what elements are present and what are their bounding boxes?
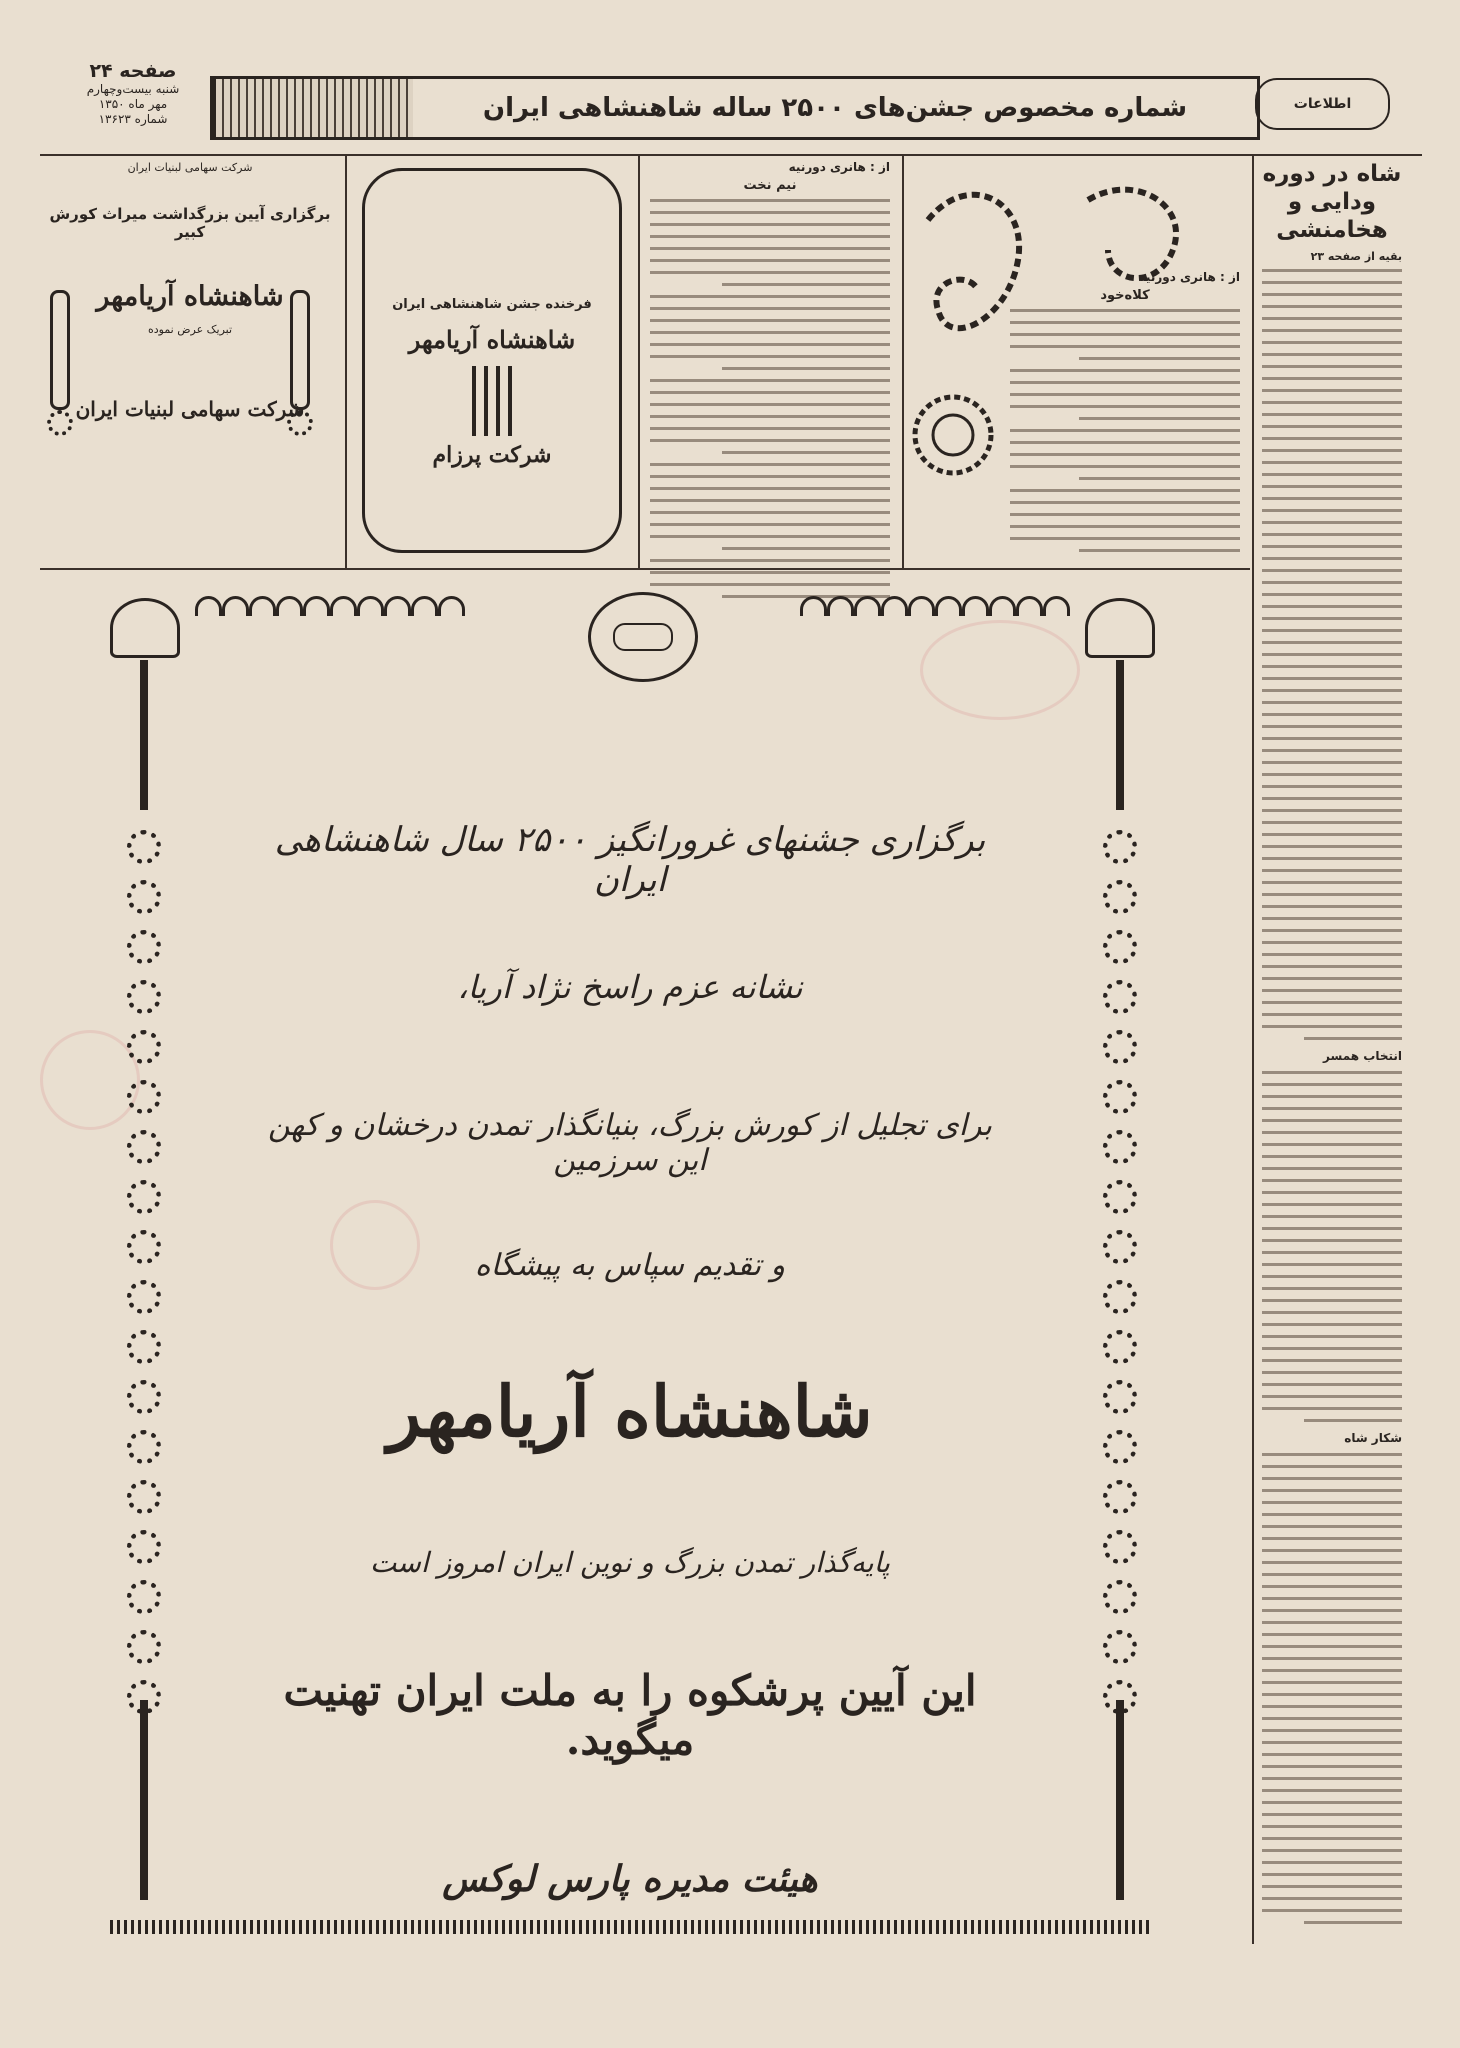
bottom-border (110, 1920, 1150, 1934)
flower-ornament (127, 1030, 161, 1064)
main-ad-line-7: این آیین پرشکوه را به ملت ایران تهنیت میگوید. (283, 1666, 977, 1764)
main-ad-line-1: برگزاری جشنهای غرورانگیز ۲۵۰۰ سال شاهنشاهی ایران (274, 820, 986, 900)
flower-ornament (47, 410, 73, 436)
palmette-ornament (110, 598, 180, 658)
flower-ornament (1103, 1480, 1137, 1514)
bleed-through (920, 620, 1080, 720)
ad-line: فرخنده جشن شاهنشاهی ایران (392, 297, 592, 312)
flower-ornament (127, 1680, 161, 1714)
flower-ornament (1103, 1580, 1137, 1614)
ad-company: شرکت سهامی لبنیات ایران (75, 397, 305, 421)
flower-ornament (1103, 1630, 1137, 1664)
page-month: مهر ماه ۱۳۵۰ (98, 97, 168, 111)
headline: نیم نخت (743, 178, 797, 193)
right-column-article (1262, 160, 1402, 1933)
newspaper-logo: اطلاعات (1255, 78, 1390, 130)
persepolis-illustration (213, 79, 413, 137)
flower-ornament (1103, 1430, 1137, 1464)
pillar-ornament (50, 290, 70, 410)
vine-stem (1116, 1700, 1124, 1900)
column-illustration (472, 366, 512, 436)
flower-ornament (1103, 1230, 1137, 1264)
flower-ornament (127, 1180, 161, 1214)
flower-ornament (1103, 1130, 1137, 1164)
ad-name: شاهنشاه آریامهر (96, 281, 284, 312)
flower-ornament (1103, 1330, 1137, 1364)
flower-ornament (1103, 930, 1137, 964)
flower-ornament (127, 1080, 161, 1114)
ad-divider (345, 154, 347, 568)
flower-ornament (127, 1230, 161, 1264)
vine-stem (140, 660, 148, 810)
page-number: صفحه ۲۴ (89, 60, 177, 82)
headline: کلاه‌خود (1100, 288, 1150, 303)
special-issue-banner (210, 76, 1260, 140)
flower-ornament (1103, 980, 1137, 1014)
page-meta (68, 60, 198, 127)
flower-ornament (127, 1630, 161, 1664)
article-body (650, 199, 890, 598)
main-ad-line-6: پایه‌گذار تمدن بزرگ و نوین ایران امروز است (369, 1546, 891, 1579)
scallop-border-left (195, 596, 465, 616)
ad-parzam (362, 168, 622, 553)
vine-stem (140, 1700, 148, 1900)
flower-ornament (1103, 1180, 1137, 1214)
royal-crest-icon (588, 592, 698, 682)
ad-line: تبریک عرض نموده (147, 323, 233, 336)
main-ad-line-3: برای تجلیل از کورش بزرگ، بنیانگذار تمدن درخشان و کهن این سرزمین (268, 1108, 992, 1178)
helmet-illustration (908, 170, 1208, 500)
page-day: شنبه بیست‌وچهارم (86, 82, 180, 96)
masthead-rule (40, 154, 1422, 156)
right-column-rule (1252, 154, 1254, 1944)
flower-ornament (127, 930, 161, 964)
palmette-ornament (1085, 598, 1155, 658)
flower-ornament (1103, 1680, 1137, 1714)
flower-ornament (127, 1280, 161, 1314)
ad-name: شاهنشاه آریامهر (408, 325, 576, 354)
bleed-through (40, 1030, 140, 1130)
main-ad-name: شاهنشاه آریامهر (387, 1370, 873, 1453)
flower-ornament (1103, 1380, 1137, 1414)
ad-line: برگزاری آیین بزرگداشت میراث کورش کبیر (49, 205, 331, 241)
article-nim-takht (650, 160, 890, 607)
section-rule (40, 568, 1250, 570)
vine-stem (1116, 660, 1124, 810)
subheading: انتخاب همسر (1323, 1049, 1402, 1063)
flower-ornament (1103, 1080, 1137, 1114)
continued-note: بقیه از صفحه ۲۳ (1310, 250, 1402, 263)
flower-ornament (1103, 880, 1137, 914)
flower-ornament (127, 1430, 161, 1464)
byline: از : هانری دورنیه (1138, 270, 1240, 284)
main-ad-line-2: نشانه عزم راسخ نژاد آریا، (457, 968, 803, 1006)
flower-ornament (287, 410, 313, 436)
article-divider (902, 154, 904, 568)
flower-ornament (127, 1380, 161, 1414)
ad-intro: شرکت سهامی لبنیات ایران (127, 161, 253, 174)
main-ad-signature: هیئت مدیره پارس لوکس (442, 1858, 818, 1900)
flower-ornament (1103, 830, 1137, 864)
article-divider (638, 154, 640, 568)
subheading: شکار شاه (1344, 1431, 1402, 1445)
flower-ornament (127, 880, 161, 914)
main-ad-line-4: و تقدیم سپاس به پیشگاه (474, 1248, 786, 1283)
scallop-border-right (800, 596, 1070, 616)
flower-ornament (1103, 1030, 1137, 1064)
article-body (1262, 269, 1402, 1924)
flower-ornament (1103, 1530, 1137, 1564)
pillar-ornament (290, 290, 310, 410)
flower-ornament (1103, 1280, 1137, 1314)
issue-number: شماره ۱۳۶۲۳ (98, 112, 168, 126)
flower-ornament (127, 1330, 161, 1364)
flower-ornament (127, 1580, 161, 1614)
flower-ornament (127, 1530, 161, 1564)
flower-ornament (127, 830, 161, 864)
right-column-title: شاه در دوره ودایی و هخامنشی (1262, 161, 1402, 243)
ad-company: شرکت پرزام (432, 442, 552, 468)
flower-ornament (127, 980, 161, 1014)
banner-title: شماره مخصوص جشن‌های ۲۵۰۰ ساله شاهنشاهی ایران (482, 93, 1188, 123)
byline: از : هانری دورنیه (788, 160, 890, 174)
flower-ornament (127, 1130, 161, 1164)
flower-ornament (127, 1480, 161, 1514)
ad-script-line (365, 201, 619, 217)
